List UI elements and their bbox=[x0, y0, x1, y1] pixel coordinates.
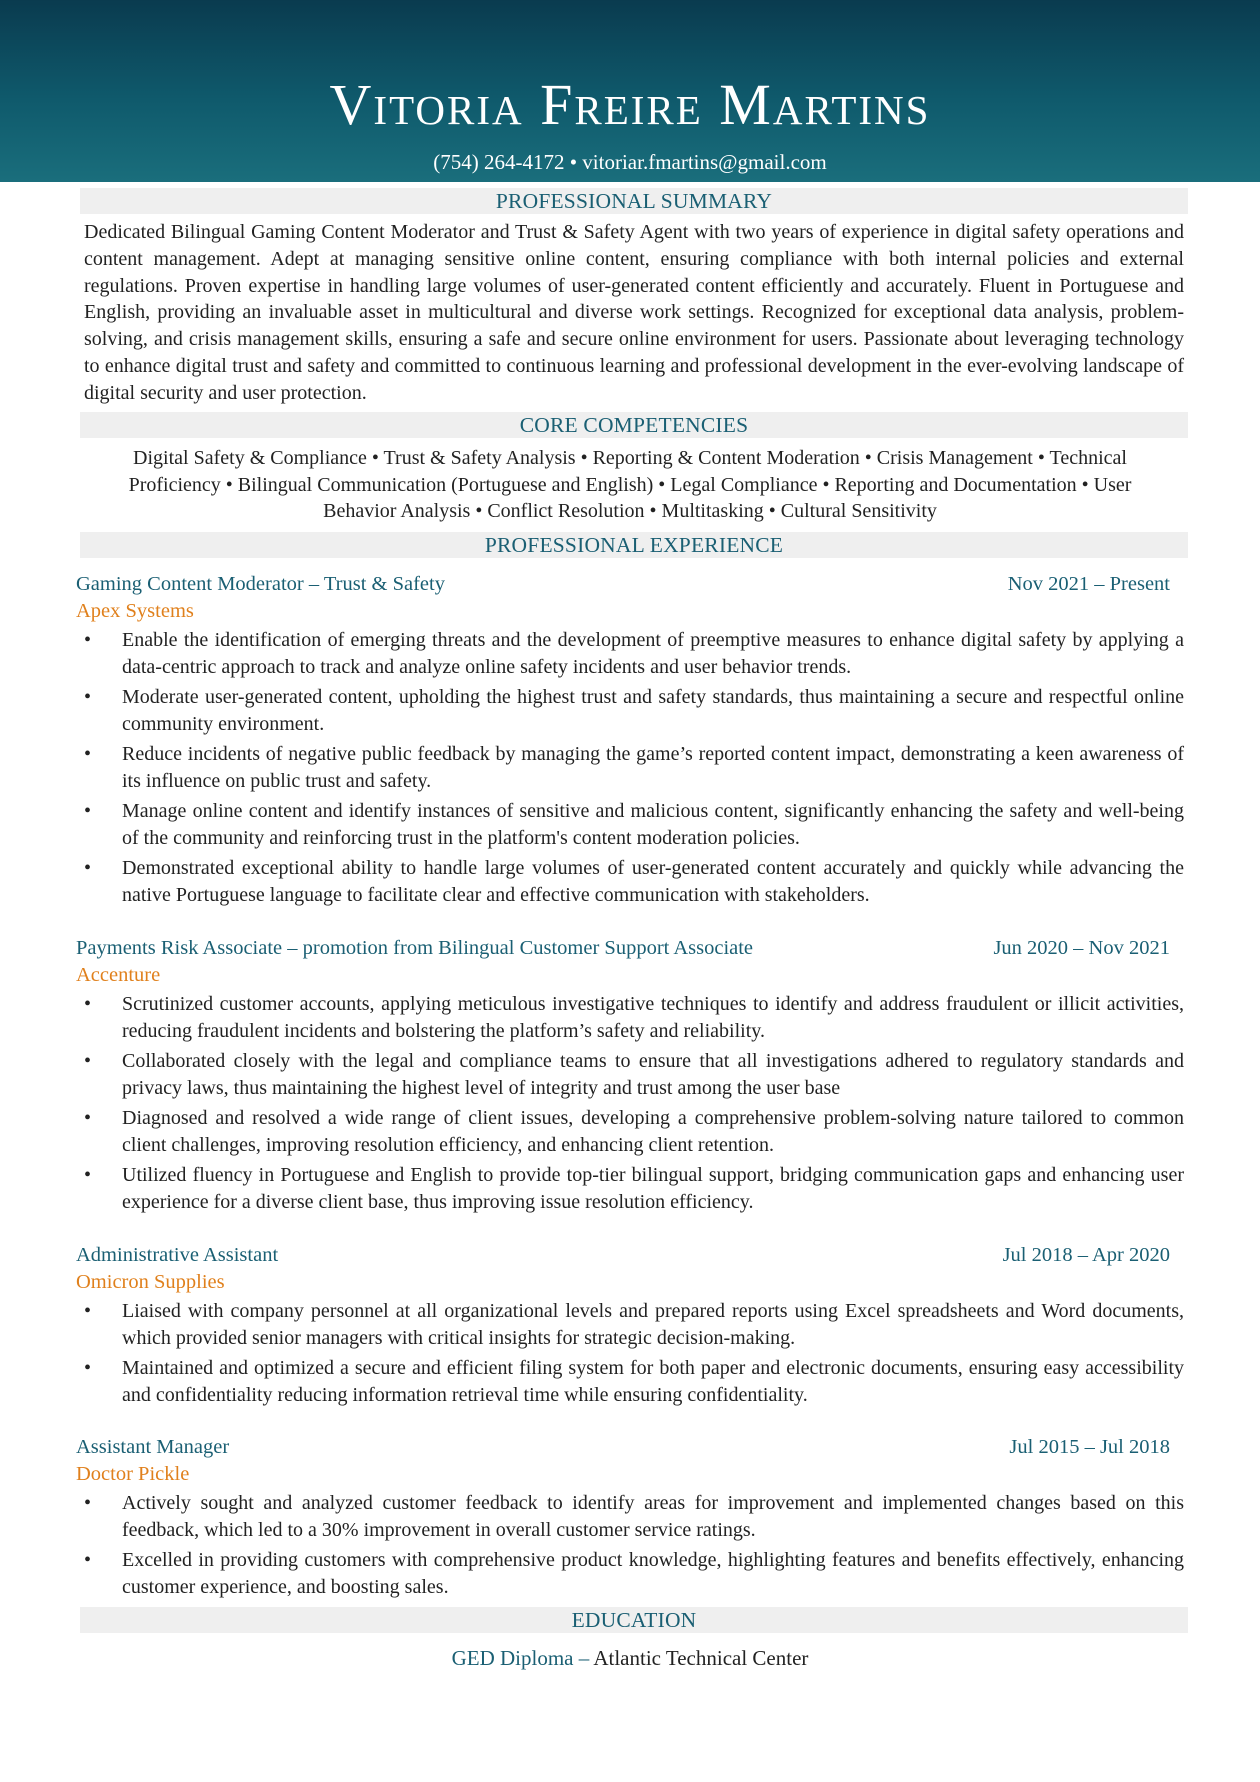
company-name: Omicron Supplies bbox=[76, 1271, 225, 1293]
job-bullets bbox=[76, 627, 1184, 908]
job-entry bbox=[76, 1434, 1184, 1604]
bullet-icon: • bbox=[84, 857, 92, 879]
separator: – bbox=[578, 1646, 590, 1670]
list-item: • Scrutinized customer accounts, applying meticulous investigative techniques to identify and address fraudulent or illicit activities, reducing fraudulent incidents and bolstering the platform’s safety and reliability. bbox=[84, 993, 1184, 1042]
section-heading-summary: PROFESSIONAL SUMMARY bbox=[80, 188, 1188, 214]
job-dates: Jul 2018 – Apr 2020 bbox=[1002, 1244, 1170, 1266]
bullet-icon: • bbox=[84, 1050, 92, 1072]
list-item: • Diagnosed and resolved a wide range of client issues, developing a comprehensive problem-solving nature tailored to common client challenges, improving resolution efficiency, and enhancing client retention. bbox=[84, 1107, 1184, 1156]
job-bullets bbox=[76, 1298, 1184, 1408]
bullet-icon: • bbox=[84, 1492, 92, 1514]
job-dates: Nov 2021 – Present bbox=[1007, 573, 1170, 595]
bullet-icon: • bbox=[84, 686, 92, 708]
summary-text: Dedicated Bilingual Gaming Content Moderator and Trust & Safety Agent with two years of experience in digital safety operations and content management. Adept at managing sensitive online content, ensuring compliance with both internal policies and external regulations. Proven expertise in handling large volumes of user-generated content efficiently and accurately. Fluent in Portuguese and English, providing an invaluable asset in multicultural and diverse work settings. Recognized for exceptional data analysis, problem-solving, and crisis management skills, ensuring a safe and secure online environment for users. Passionate about leveraging technology to enhance digital trust and safety and committed to continuous learning and professional development in the ever-evolving landscape of digital security and user protection. bbox=[84, 221, 1184, 404]
list-item: • Liaised with company personnel at all organizational levels and prepared reports using Excel spreadsheets and Word documents, which provided senior managers with critical insights for strategic decision-making. bbox=[84, 1300, 1184, 1349]
job-dates: Jul 2015 – Jul 2018 bbox=[1009, 1436, 1170, 1458]
bullet-icon: • bbox=[84, 629, 92, 651]
school-name: Atlantic Technical Center bbox=[593, 1646, 809, 1670]
bullet-icon: • bbox=[84, 1107, 92, 1129]
bullet-icon: • bbox=[84, 743, 92, 765]
resume-header bbox=[0, 0, 1260, 182]
company-name: Accenture bbox=[76, 964, 161, 986]
job-title: Payments Risk Associate – promotion from Bilingual Customer Support Associate bbox=[76, 937, 754, 959]
list-item: • Excelled in providing customers with comprehensive product knowledge, highlighting features and benefits effectively, enhancing customer experience, and boosting sales. bbox=[84, 1549, 1184, 1598]
competencies-list: Digital Safety & Compliance • Trust & Safety Analysis • Reporting & Content Moderation • Crisis Management • Technical Proficiency • Bilingual Communication (Portuguese and English) • Legal Compliance • Reporting and Documentation • User Behavior Analysis • Conflict Resolution • Multitasking • Cultural Sensitivity bbox=[128, 447, 1132, 522]
bullet-icon: • bbox=[84, 1164, 92, 1186]
list-item: • Enable the identification of emerging threats and the development of preemptive measures to enhance digital safety by applying a data-centric approach to track and analyze online safety incidents and user behavior trends. bbox=[84, 629, 1184, 678]
degree: GED Diploma bbox=[451, 1646, 574, 1670]
bullet-icon: • bbox=[84, 800, 92, 822]
contact-info: (754) 264-4172 • vitoriar.fmartins@gmail.com bbox=[433, 150, 827, 174]
list-item: • Demonstrated exceptional ability to handle large volumes of user-generated content accurately and quickly while advancing the native Portuguese language to facilitate clear and effective communication with stakeholders. bbox=[84, 857, 1184, 906]
list-item: • Collaborated closely with the legal and compliance teams to ensure that all investigations adhered to regulatory standards and privacy laws, thus maintaining the highest level of integrity and trust among the user base bbox=[84, 1050, 1184, 1099]
bullet-icon: • bbox=[84, 993, 92, 1015]
section-heading-education: EDUCATION bbox=[80, 1607, 1188, 1633]
job-title: Administrative Assistant bbox=[76, 1244, 279, 1266]
company-name: Apex Systems bbox=[76, 600, 194, 622]
section-heading-experience: PROFESSIONAL EXPERIENCE bbox=[80, 532, 1188, 558]
job-entry bbox=[76, 1242, 1184, 1412]
section-heading-competencies: CORE COMPETENCIES bbox=[80, 412, 1188, 438]
list-item: • Manage online content and identify instances of sensitive and malicious content, significantly enhancing the safety and well-being of the community and reinforcing trust in the platform's content moderation policies. bbox=[84, 800, 1184, 849]
bullet-icon: • bbox=[84, 1357, 92, 1379]
list-item: • Utilized fluency in Portuguese and English to provide top-tier bilingual support, bridging communication gaps and enhancing user experience for a diverse client base, thus improving issue resolution efficiency. bbox=[84, 1164, 1184, 1213]
job-entry bbox=[76, 935, 1184, 1219]
bullet-icon: • bbox=[84, 1549, 92, 1571]
list-item: • Maintained and optimized a secure and efficient filing system for both paper and electronic documents, ensuring easy accessibility and confidentiality reducing information retrieval time while ensuring confidentiality. bbox=[84, 1357, 1184, 1406]
job-title: Gaming Content Moderator – Trust & Safety bbox=[76, 573, 445, 595]
job-title: Assistant Manager bbox=[76, 1436, 230, 1458]
job-bullets bbox=[76, 1490, 1184, 1600]
job-bullets bbox=[76, 991, 1184, 1215]
candidate-name: Vitoria Freire Martins bbox=[329, 72, 931, 137]
job-dates: Jun 2020 – Nov 2021 bbox=[993, 937, 1170, 959]
job-entry bbox=[76, 571, 1184, 912]
list-item: • Reduce incidents of negative public feedback by managing the game’s reported content impact, demonstrating a keen awareness of its influence on public trust and safety. bbox=[84, 743, 1184, 792]
education-entry bbox=[0, 1644, 1260, 1672]
list-item: • Actively sought and analyzed customer feedback to identify areas for improvement and implemented changes based on this feedback, which led to a 30% improvement in overall customer service ratings. bbox=[84, 1492, 1184, 1541]
bullet-icon: • bbox=[84, 1300, 92, 1322]
company-name: Doctor Pickle bbox=[76, 1463, 190, 1485]
list-item: • Moderate user-generated content, upholding the highest trust and safety standards, thus maintaining a secure and respectful online community environment. bbox=[84, 686, 1184, 735]
